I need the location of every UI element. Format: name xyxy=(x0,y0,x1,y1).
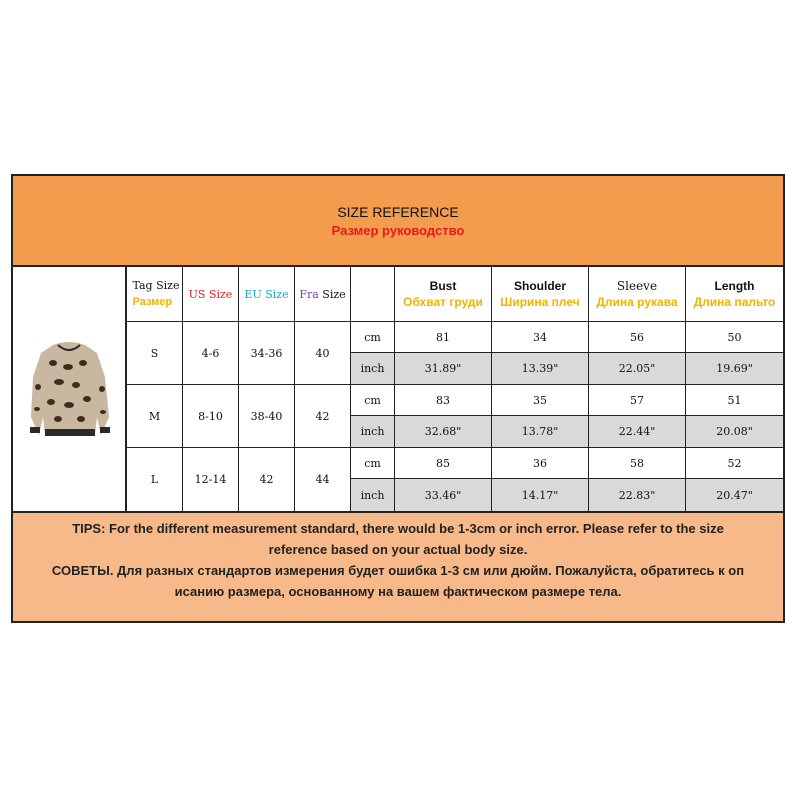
shoulder-cm-l: 36 xyxy=(492,448,589,479)
length-cm-l: 52 xyxy=(686,448,783,479)
length-ru-label: Длина пальто xyxy=(693,295,776,309)
size-l: L xyxy=(127,448,183,511)
unit-cm: cm xyxy=(351,385,395,416)
bust-label: Bust xyxy=(429,279,457,293)
header-sleeve xyxy=(589,267,686,322)
sleeve-cm-l: 58 xyxy=(589,448,686,479)
unit-inch: inch xyxy=(351,353,395,385)
us-size-s: 4-6 xyxy=(183,322,239,385)
tips-ru-line2: исанию размера, основанному на вашем фактическом размере тела. xyxy=(174,584,622,599)
eu-size-s: 34-36 xyxy=(239,322,295,385)
tips-en-line2: reference based on your actual body size. xyxy=(268,542,528,557)
size-chart xyxy=(11,174,785,623)
size-s: S xyxy=(127,322,183,385)
bust-ru-label: Обхват груди xyxy=(403,295,483,309)
shoulder-inch-l: 14.17" xyxy=(492,479,589,511)
bust-inch-m: 32.68" xyxy=(395,416,492,448)
shoulder-cm-s: 34 xyxy=(492,322,589,353)
sleeve-cm-s: 56 xyxy=(589,322,686,353)
sleeve-inch-m: 22.44" xyxy=(589,416,686,448)
fra-size-s: 40 xyxy=(295,322,351,385)
unit-inch: inch xyxy=(351,416,395,448)
sleeve-inch-s: 22.05" xyxy=(589,353,686,385)
product-photo-cell xyxy=(13,267,127,511)
tips-ru-line1: СОВЕТЫ. Для разных стандартов измерения будет ошибка 1-3 см или дюйм. Пожалуйста, обратитесь к оп xyxy=(51,563,745,578)
shoulder-label: Shoulder xyxy=(513,279,566,293)
shoulder-inch-m: 13.78" xyxy=(492,416,589,448)
length-cm-s: 50 xyxy=(686,322,783,353)
length-inch-s: 19.69" xyxy=(686,353,783,385)
fra-size-m: 42 xyxy=(295,385,351,448)
tag-size-label: Tag Size xyxy=(132,279,180,292)
header-bust xyxy=(395,267,492,322)
unit-cm: cm xyxy=(351,448,395,479)
size-table xyxy=(127,267,783,511)
tips-box xyxy=(13,511,783,621)
size-chart-title: SIZE REFERENCE xyxy=(337,204,459,220)
us-size-m: 8-10 xyxy=(183,385,239,448)
fra-size-l: 44 xyxy=(295,448,351,511)
shoulder-cm-m: 35 xyxy=(492,385,589,416)
sleeve-cm-m: 57 xyxy=(589,385,686,416)
eu-size-m: 38-40 xyxy=(239,385,295,448)
shoulder-ru-label: Ширина плеч xyxy=(500,295,580,309)
header-unit-blank xyxy=(351,267,395,322)
bust-cm-l: 85 xyxy=(395,448,492,479)
header-eu-size: EU Size xyxy=(239,267,295,322)
tag-size-ru-label: Размер xyxy=(132,296,173,308)
size-chart-subtitle: Размер руководство xyxy=(331,223,465,238)
shoulder-inch-s: 13.39" xyxy=(492,353,589,385)
bust-inch-l: 33.46" xyxy=(395,479,492,511)
length-cm-m: 51 xyxy=(686,385,783,416)
size-chart-header xyxy=(13,176,783,267)
eu-size-l: 42 xyxy=(239,448,295,511)
header-us-size: US Size xyxy=(183,267,239,322)
sleeve-label: Sleeve xyxy=(616,279,658,293)
bust-cm-s: 81 xyxy=(395,322,492,353)
header-tag-size xyxy=(127,267,183,322)
header-length xyxy=(686,267,783,322)
length-inch-l: 20.47" xyxy=(686,479,783,511)
unit-inch: inch xyxy=(351,479,395,511)
bust-inch-s: 31.89" xyxy=(395,353,492,385)
sleeve-ru-label: Длина рукава xyxy=(596,295,678,309)
size-m: M xyxy=(127,385,183,448)
bust-cm-m: 83 xyxy=(395,385,492,416)
tips-en-line1: TIPS: For the different measurement standard, there would be 1-3cm or inch error. Please refer to the size xyxy=(72,521,724,536)
header-shoulder xyxy=(492,267,589,322)
header-fra-size: Fra Size xyxy=(295,267,351,322)
length-label: Length xyxy=(714,279,755,293)
leopard-sweater-image xyxy=(13,267,125,511)
unit-cm: cm xyxy=(351,322,395,353)
us-size-l: 12-14 xyxy=(183,448,239,511)
length-inch-m: 20.08" xyxy=(686,416,783,448)
sleeve-inch-l: 22.83" xyxy=(589,479,686,511)
